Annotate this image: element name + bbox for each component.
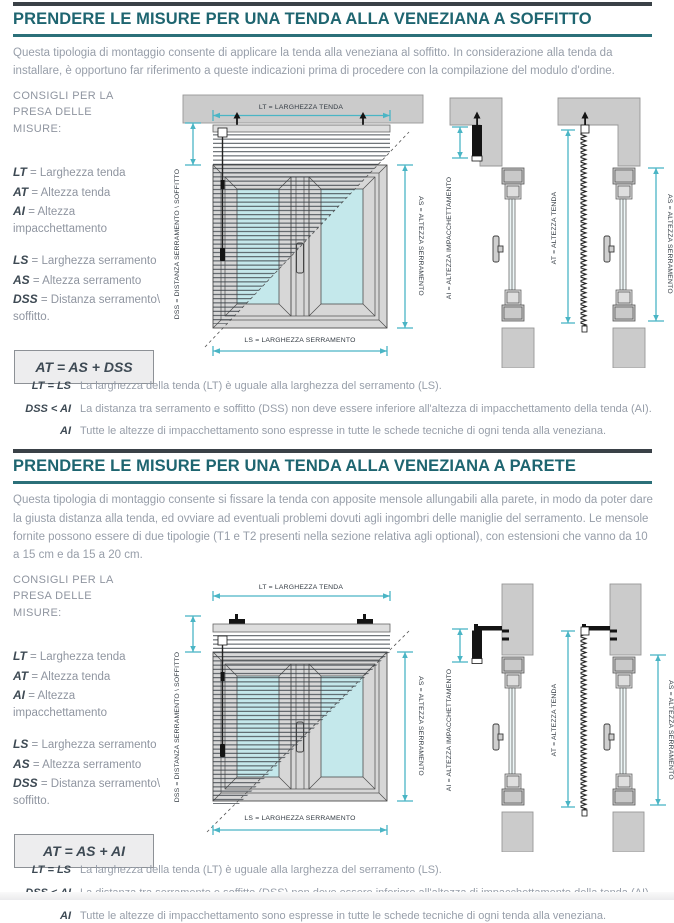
window-profile bbox=[493, 657, 524, 805]
wall-sill-profile bbox=[613, 328, 645, 368]
cross-section-extended bbox=[551, 98, 673, 368]
legend-group-serramento bbox=[13, 735, 163, 810]
wall-sill-profile bbox=[502, 812, 533, 852]
packed-blind bbox=[472, 125, 482, 156]
dim-label-dss: DSS = DISTANZA SERRAMENTO \ SOFFITTO bbox=[174, 651, 181, 803]
section-content bbox=[13, 88, 673, 376]
wall-profile bbox=[610, 584, 641, 655]
note-row: DSS < AI La distanza tra serramento e soffitto (DSS) non deve essere inferiore all'altezza di impacchettamento della tenda (AI). bbox=[25, 402, 652, 415]
section-content bbox=[13, 572, 674, 860]
dim-label-as: AS = ALTEZZA SERRAMENTO bbox=[417, 195, 424, 296]
advice-title: CONSIGLI PER LA PRESA DELLE MISURE: bbox=[13, 573, 114, 619]
packed-blind bbox=[472, 630, 482, 658]
dim-label-ai: AI = ALTEZZA IMPACCHETTAMENTO bbox=[446, 176, 453, 300]
front-elevation-diagram bbox=[163, 88, 428, 360]
wall-sill-profile bbox=[613, 812, 644, 852]
dim-label-ls: LS = LARGHEZZA SERRAMENTO bbox=[244, 336, 356, 344]
window-profile bbox=[604, 657, 635, 805]
wall-sill-profile bbox=[502, 328, 534, 368]
ceiling-profile bbox=[558, 98, 640, 166]
dim-label-at: AT = ALTEZZA TENDA bbox=[551, 191, 558, 265]
formula-box: AT = AS + DSS bbox=[14, 350, 154, 384]
legend-group-tenda bbox=[13, 647, 163, 722]
section-soffitto bbox=[13, 2, 673, 439]
legend-item: DSS = Distanza serramento\ soffitto. bbox=[13, 775, 161, 808]
dim-label-as: AS = ALTEZZA SERRAMENTO bbox=[666, 193, 673, 294]
legend-item: LT = Larghezza tenda bbox=[13, 649, 126, 664]
legend-item: AI = Altezza impacchettamento bbox=[13, 203, 107, 236]
dim-label-lt: LT = LARGHEZZA TENDA bbox=[258, 103, 344, 111]
cross-section-extended bbox=[551, 584, 674, 852]
advice-title: CONSIGLI PER LA PRESA DELLE MISURE: bbox=[13, 89, 114, 135]
note-row: LT = LS La larghezza della tenda (LT) è uguale alla larghezza del serramento (LS). bbox=[31, 379, 442, 392]
wall-profile bbox=[502, 584, 533, 655]
measure-legend bbox=[13, 88, 163, 376]
legend-item: AT = Altezza tenda bbox=[13, 668, 111, 683]
extended-blind bbox=[580, 635, 590, 810]
section-parete bbox=[13, 449, 674, 923]
dim-label-as: AS = ALTEZZA SERRAMENTO bbox=[417, 676, 424, 776]
legend-item: AI = Altezza impacchettamento bbox=[13, 687, 107, 720]
legend-item: LS = Larghezza serramento bbox=[13, 737, 157, 752]
dim-label-ai: AI = ALTEZZA IMPACCHETTAMENTO bbox=[446, 668, 453, 792]
notes-list bbox=[13, 379, 652, 440]
note-row: AI Tutte le altezze di impacchettamento sono espresse in tutte le schede tecniche di ogni tenda alla veneziana. bbox=[60, 909, 607, 922]
section-intro: Questa tipologia di montaggio consente si fissare la tenda con apposite mensole allungabili alla parete, in modo da poter dare la giusta distanza alla tenda, ed ovviare ad eventuali problemi dovuti agli ingombri delle maniglie del serramento. Le mensole fornite possono essere di due tipologie (T1 e T2 presenti nella sezione relativa agli optional), con estensioni che vanno da 10 a 15 cm e da 15 a 20 cm. bbox=[13, 494, 653, 562]
section-title: PRENDERE LE MISURE PER UNA TENDA ALLA VENEZIANA A SOFFITTO bbox=[13, 10, 592, 28]
dim-label-ls: LS = LARGHEZZA SERRAMENTO bbox=[244, 814, 356, 822]
window-profile bbox=[604, 168, 635, 321]
legend-item: LT = Larghezza tenda bbox=[13, 165, 126, 180]
note-row: AI Tutte le altezze di impacchettamento sono espresse in tutte le schede tecniche di ogni tenda alla veneziana. bbox=[60, 425, 607, 438]
headrail bbox=[213, 624, 390, 632]
dim-label-dss: DSS = DISTANZA SERRAMENTO \ SOFFITTO bbox=[174, 168, 181, 320]
dim-label-at: AT = ALTEZZA TENDA bbox=[551, 683, 558, 757]
legend-item: LS = Larghezza serramento bbox=[13, 253, 157, 268]
page-footer-strip bbox=[0, 892, 674, 900]
wall-brackets bbox=[229, 614, 373, 624]
dim-label-as: AS = ALTEZZA SERRAMENTO bbox=[667, 680, 674, 780]
section-title: PRENDERE LE MISURE PER UNA TENDA ALLA VENEZIANA A PARETE bbox=[13, 457, 576, 476]
extended-blind bbox=[580, 133, 590, 326]
cross-section-packed bbox=[446, 98, 534, 368]
section-header bbox=[13, 2, 652, 37]
legend-item: DSS = Distanza serramento\ soffitto. bbox=[13, 291, 161, 324]
section-intro: Questa tipologia di montaggio consente di applicare la tenda alla veneziana al soffitto. In considerazione alla tenda da installare, è opportuno far riferimento a queste indicazioni prima di procedere con la compilazione del modulo d'ordine. bbox=[13, 47, 615, 78]
legend-item: AS = Altezza serramento bbox=[13, 272, 142, 287]
window-profile bbox=[493, 168, 524, 321]
note-row: LT = LS La larghezza della tenda (LT) è uguale alla larghezza del serramento (LS). bbox=[31, 863, 442, 876]
legend-item: AT = Altezza tenda bbox=[13, 184, 111, 199]
cross-section-diagram bbox=[428, 88, 674, 368]
cross-section-packed bbox=[446, 584, 533, 852]
formula-box: AT = AS + AI bbox=[14, 834, 154, 868]
legend-group-serramento bbox=[13, 251, 163, 326]
legend-item: AS = Altezza serramento bbox=[13, 756, 142, 771]
measure-legend bbox=[13, 572, 163, 860]
headrail bbox=[213, 125, 390, 132]
legend-group-tenda bbox=[13, 163, 163, 238]
section-header bbox=[13, 449, 652, 484]
front-elevation-diagram bbox=[163, 572, 428, 844]
cross-section-diagram bbox=[428, 572, 674, 852]
dim-label-lt: LT = LARGHEZZA TENDA bbox=[258, 583, 344, 591]
